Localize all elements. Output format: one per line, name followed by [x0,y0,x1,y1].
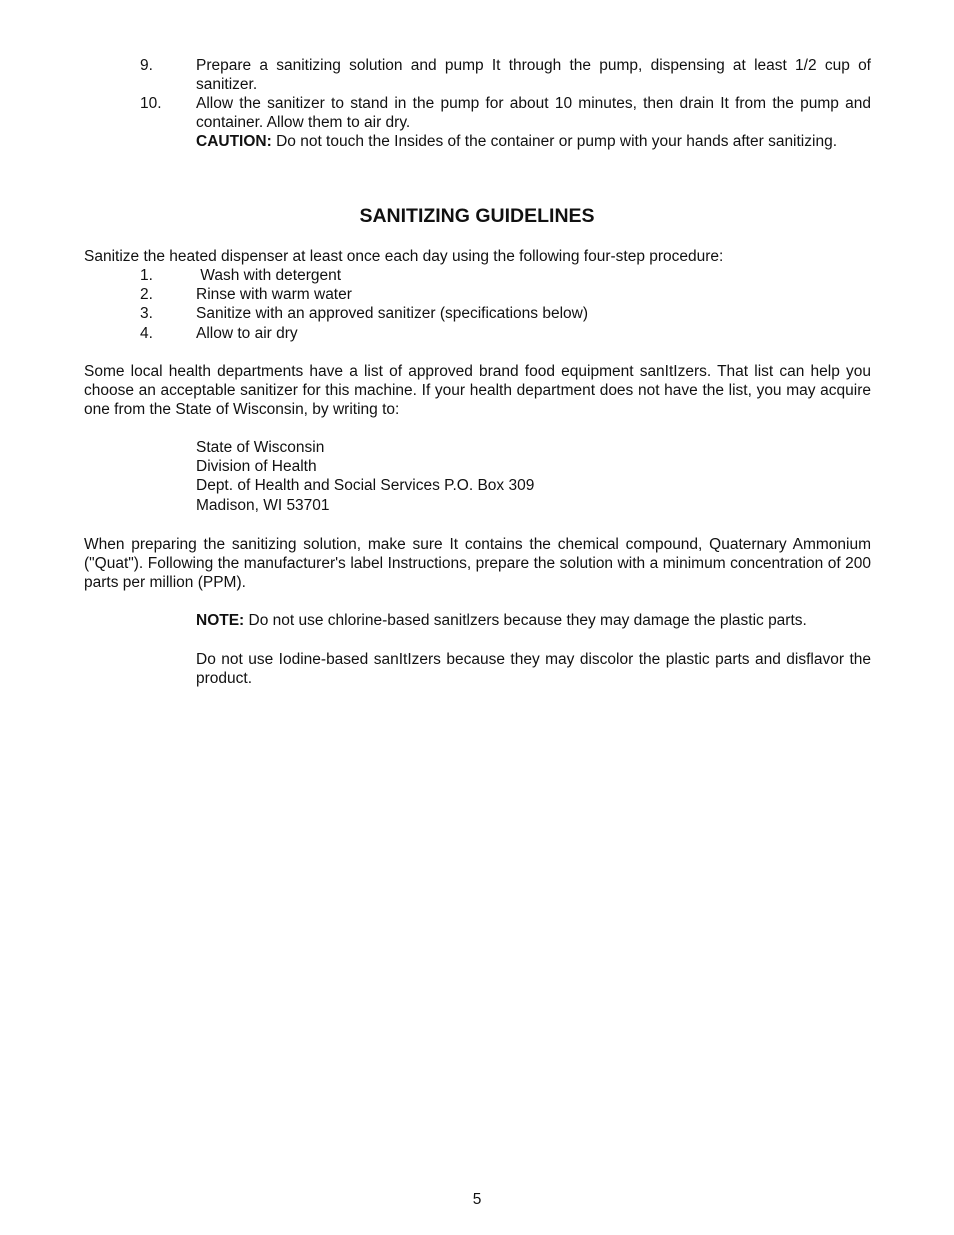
quat-paragraph: When preparing the sanitizing solution, make sure It contains the chemical compound, Quaternary Ammonium ("Quat"). Following the manufacturer's label Instructions, prepare the solution with a minimum concentration of 200 parts per million (PPM). [84,536,871,592]
procedure-item [140,304,871,323]
mailing-address [196,438,871,515]
procedure-list [140,266,871,343]
step-number: 10. [140,95,162,112]
caution-text: Do not touch the Insides of the container or pump with your hands after sanitizing. [271,133,837,151]
step-item [140,94,871,152]
procedure-text: Rinse with warm water [196,286,352,304]
note-paragraph [196,611,871,630]
address-line: Dept. of Health and Social Services P.O. Box 309 [196,477,535,495]
procedure-number: 4. [140,324,153,342]
intro-paragraph: Sanitize the heated dispenser at least once each day using the following four-step procedure: [84,248,724,265]
step-number: 9. [140,57,153,74]
procedure-text: Allow to air dry [196,324,298,342]
procedure-number: 1. [140,267,153,284]
procedure-item [140,266,871,285]
note-text: Do not use chlorine-based sanitlzers because they may damage the plastic parts. [244,612,807,629]
section-heading: SANITIZING GUIDELINES [359,205,595,227]
caution-note [196,132,871,151]
step-text: Allow the sanitizer to stand in the pump for about 10 minutes, then drain It from the pump and container. Allow them to air dry. [196,95,871,132]
note-label: NOTE: [196,612,245,629]
procedure-text: Sanitize with an approved sanitizer (specifications below) [196,305,589,323]
step-text: Prepare a sanitizing solution and pump It through the pump, dispensing at least 1/2 cup of sanitizer. [196,57,871,94]
step-item [140,56,871,94]
address-line: State of Wisconsin [196,439,325,456]
address-line: Madison, WI 53701 [196,496,330,514]
iodine-note-paragraph: Do not use Iodine-based sanItIzers because they may discolor the plastic parts and disflavor the product. [196,651,871,688]
health-department-paragraph: Some local health departments have a list of approved brand food equipment sanItIzers. That list can help you choose an acceptable sanitizer for this machine. If your health department does not have the list, you may acquire one from the State of Wisconsin, by writing to: [84,363,871,419]
procedure-item [140,285,871,304]
address-line: Division of Health [196,458,317,476]
procedure-number: 3. [140,305,153,323]
procedure-text: Wash with detergent [196,267,342,284]
caution-label: CAUTION: [196,133,272,151]
procedure-number: 2. [140,286,153,304]
page-number: 5 [472,1191,482,1208]
procedure-item [140,324,871,343]
